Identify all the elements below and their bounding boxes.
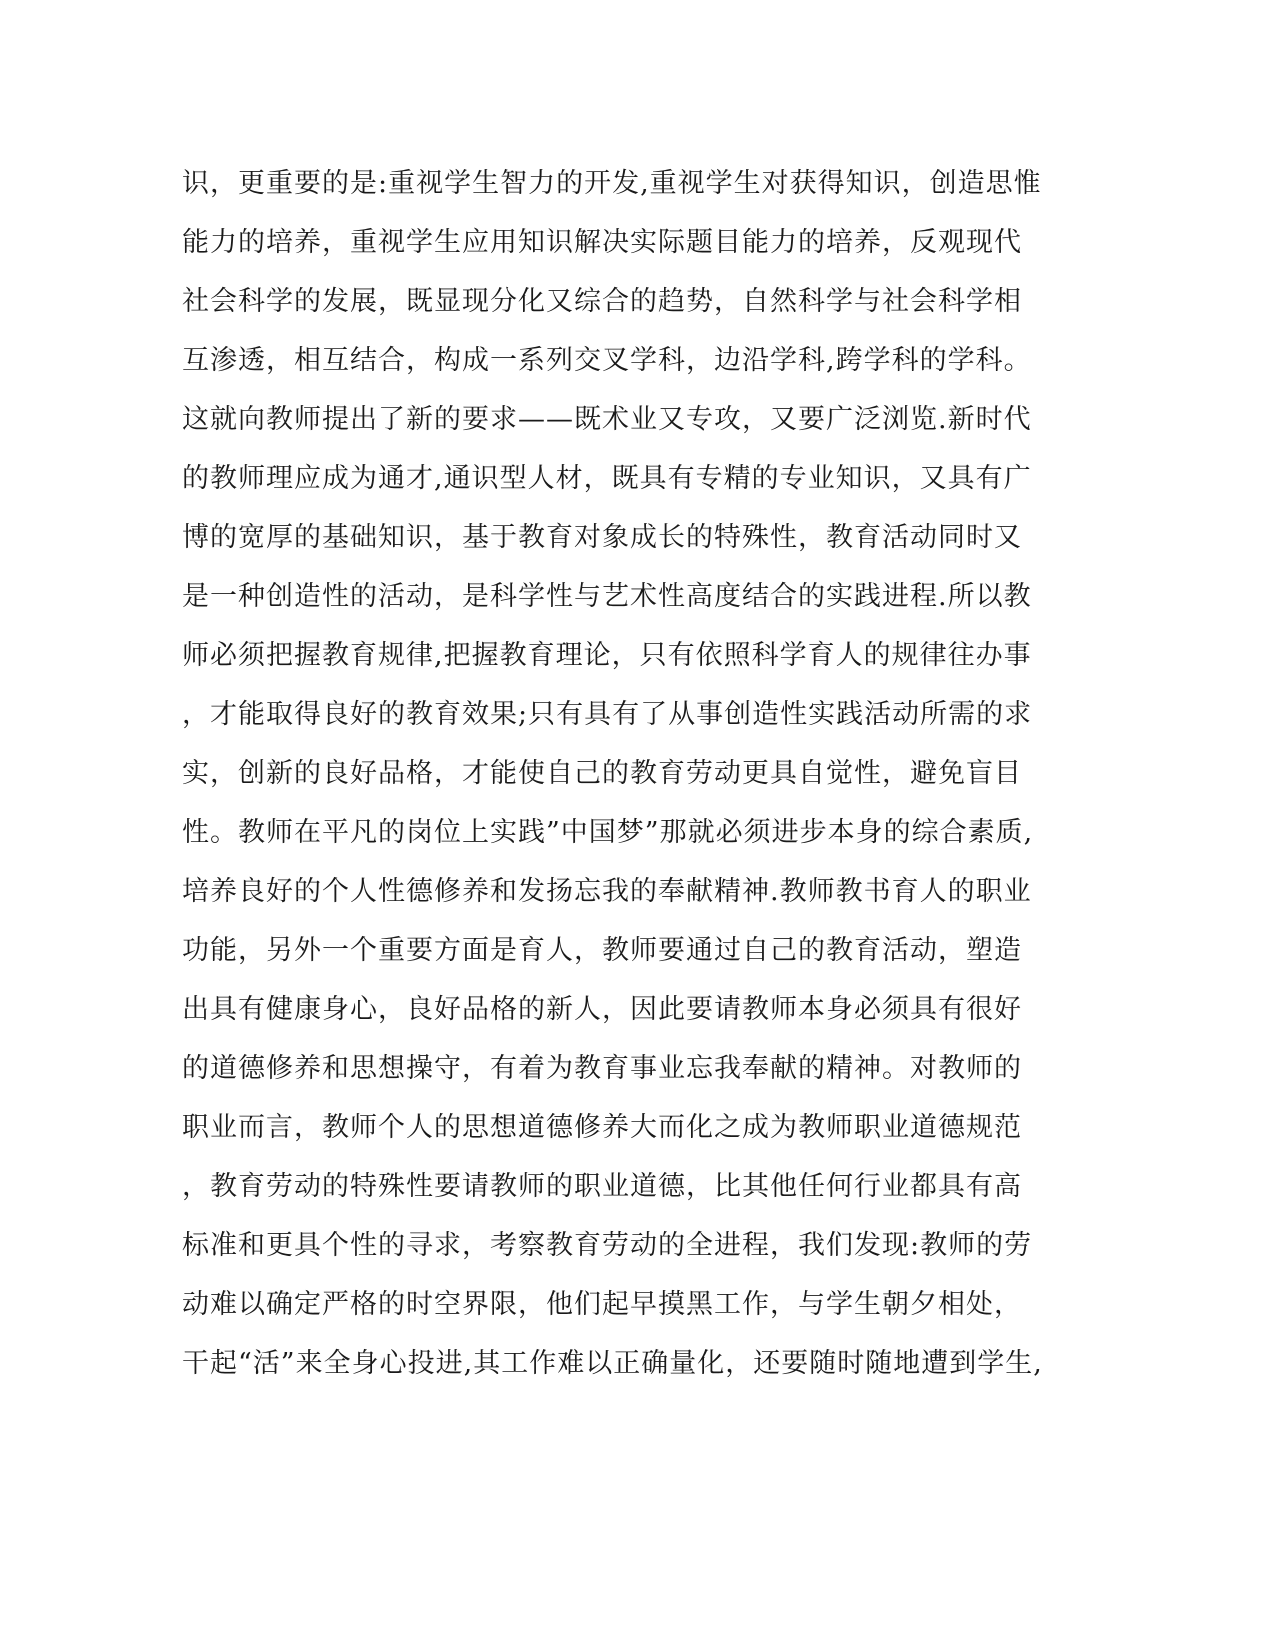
text-line: 标准和更具个性的寻求，考察教育劳动的全进程，我们发现:教师的劳 <box>182 1230 1033 1261</box>
text-line: 这就向教师提出了新的要求——既术业又专攻，又要广泛浏览.新时代 <box>182 404 1032 435</box>
text-line: 师必须把握教育规律,把握教育理论，只有依照科学育人的规律往办事 <box>182 640 1032 671</box>
text-line: 职业而言，教师个人的思想道德修养大而化之成为教师职业道德规范 <box>182 1112 1022 1143</box>
text-line: 识，更重要的是:重视学生智力的开发,重视学生对获得知识，创造思惟 <box>182 168 1042 199</box>
text-line: 干起“活”来全身心投进,其工作难以正确量化，还要随时随地遭到学生, <box>182 1348 1043 1379</box>
text-line: 是一种创造性的活动，是科学性与艺术性高度结合的实践进程.所以教 <box>182 581 1032 612</box>
text-line: ，教育劳动的特殊性要请教师的职业道德，比其他任何行业都具有高 <box>182 1171 1022 1202</box>
text-line: 性。教师在平凡的岗位上实践”中国梦”那就必须进步本身的综合素质, <box>182 817 1034 848</box>
text-line: 动难以确定严格的时空界限，他们起早摸黑工作，与学生朝夕相处， <box>182 1289 1022 1320</box>
text-line: 实，创新的良好品格，才能使自己的教育劳动更具自觉性，避免盲目 <box>182 758 1022 789</box>
text-line: 培养良好的个人性德修养和发扬忘我的奉献精神.教师教书育人的职业 <box>182 876 1032 907</box>
body-text <box>182 154 1043 1393</box>
text-line: 的教师理应成为通才,通识型人材，既具有专精的专业知识，又具有广 <box>182 463 1032 494</box>
text-line: 社会科学的发展，既显现分化又综合的趋势，自然科学与社会科学相 <box>182 286 1022 317</box>
text-line: 博的宽厚的基础知识，基于教育对象成长的特殊性，教育活动同时又 <box>182 522 1022 553</box>
text-line: 互渗透，相互结合，构成一系列交叉学科，边沿学科,跨学科的学科。 <box>182 345 1032 376</box>
text-line: 功能，另外一个重要方面是育人，教师要通过自己的教育活动，塑造 <box>182 935 1022 966</box>
text-line: 的道德修养和思想操守，有着为教育事业忘我奉献的精神。对教师的 <box>182 1053 1022 1084</box>
text-line: ，才能取得良好的教育效果;只有具有了从事创造性实践活动所需的求 <box>182 699 1033 730</box>
text-line: 能力的培养，重视学生应用知识解决实际题目能力的培养，反观现代 <box>182 227 1022 258</box>
text-line: 出具有健康身心，良好品格的新人，因此要请教师本身必须具有很好 <box>182 994 1022 1025</box>
